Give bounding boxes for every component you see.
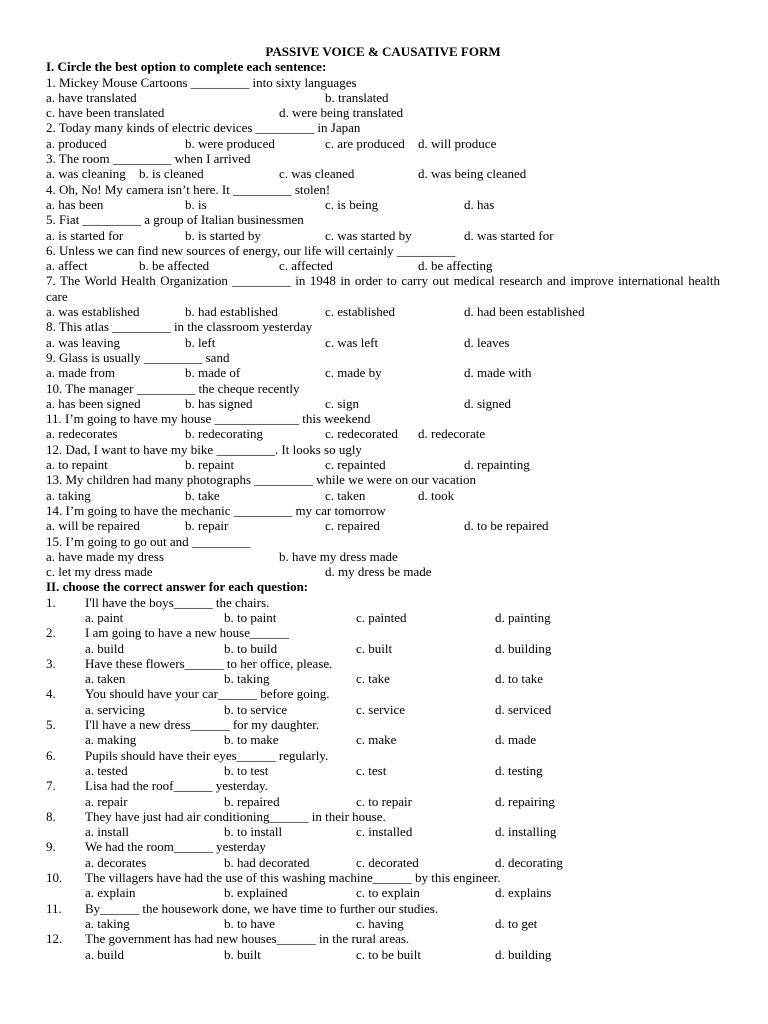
option[interactable]: a. is started for [46,227,124,243]
option[interactable]: a. repair [85,793,128,809]
question-stem: By______ the housework done, we have time to further our studies. [85,900,439,916]
question [46,839,720,854]
question [46,748,720,763]
option[interactable]: a. have made my dress [46,548,165,564]
option[interactable]: b. repair [185,518,229,534]
question-stem: 13. My children had many photographs _________ while we were on our vacation [46,472,476,488]
option[interactable]: b. to build [224,640,278,656]
option-row [46,916,720,931]
option[interactable]: d. painting [495,609,551,625]
question [46,809,720,824]
option[interactable]: c. is being [325,196,379,212]
question-stem: 8. This atlas _________ in the classroom yesterday [46,319,313,335]
option[interactable]: d. were being translated [279,105,404,121]
option-row [46,457,720,472]
option[interactable]: d. repairing [495,793,555,809]
option[interactable]: d. to be repaired [464,518,549,534]
question-stem: 14. I’m going to have the mechanic _________ my car tomorrow [46,502,386,518]
option[interactable]: c. taken [325,487,366,503]
option[interactable]: a. decorates [85,854,147,870]
question-stem: I'll have the boys______ the chairs. [85,594,270,610]
option[interactable]: a. build [85,946,124,962]
option[interactable]: c. built [356,640,393,656]
option[interactable]: c. having [356,915,404,931]
option[interactable]: a. explain [85,885,136,901]
option[interactable]: c. repainted [325,457,386,473]
option[interactable]: c. installed [356,824,413,840]
option[interactable]: c. have been translated [46,105,165,121]
option[interactable]: c. was cleaned [279,166,355,182]
option[interactable]: a. tested [85,762,128,778]
option[interactable]: d. explains [495,885,552,901]
option[interactable]: b. has signed [185,395,253,411]
option[interactable]: a. taken [85,671,126,687]
option[interactable]: b. translated [325,89,389,105]
option[interactable]: b. is [185,196,207,212]
question-stem: Have these flowers______ to her office, please. [85,655,333,671]
option-row [46,763,720,778]
option[interactable]: d. has [464,196,495,212]
option[interactable]: c. established [325,304,396,320]
option[interactable]: c. affected [279,258,333,274]
question-stem: 6. Unless we can find new sources of energy, our life will certainly _________ [46,242,456,258]
option[interactable]: d. building [495,946,552,962]
option[interactable]: d. signed [464,395,511,411]
question-stem: 1. Mickey Mouse Cartoons _________ into sixty languages [46,74,357,90]
option[interactable]: d. my dress be made [325,564,432,580]
option[interactable]: a. have translated [46,89,137,105]
option[interactable]: c. take [356,671,390,687]
question-number: 6. [46,747,56,763]
option[interactable]: c. to repair [356,793,412,809]
option[interactable]: a. to repaint [46,457,108,473]
option-row [46,426,720,441]
option[interactable]: c. make [356,732,397,748]
option[interactable]: c. repaired [325,518,380,534]
question-stem: They have just had air conditioning______ in their house. [85,808,386,824]
option-row [46,794,720,809]
option-row [46,258,720,273]
option-row [46,396,720,411]
question-number: 9. [46,839,56,855]
section-2-heading: II. choose the correct answer for each question: [46,579,309,595]
option[interactable]: b. is cleaned [139,166,204,182]
option[interactable]: b. to paint [224,609,277,625]
question-stem: 10. The manager _________ the cheque recently [46,380,300,396]
option-row [46,228,720,243]
option[interactable]: b. redecorating [185,426,263,442]
option[interactable]: a. was established [46,304,140,320]
option-row [46,197,720,212]
option[interactable]: d. serviced [495,701,552,717]
option[interactable]: b. repaint [185,457,235,473]
question [46,625,720,640]
option[interactable]: d. had been established [464,304,585,320]
question-number: 10. [46,870,63,886]
question-stem: I'll have a new dress______ for my daughter. [85,717,320,733]
option[interactable]: d. took [418,487,455,503]
option[interactable]: d. decorating [495,854,563,870]
option[interactable]: a. will be repaired [46,518,140,534]
question-number: 12. [46,931,63,947]
option[interactable]: c. let my dress made [46,564,153,580]
option-row [46,105,720,120]
page-title: PASSIVE VOICE & CAUSATIVE FORM [265,44,501,59]
option[interactable]: b. take [185,487,220,503]
option-row [46,488,720,503]
option[interactable]: d. building [495,640,552,656]
option[interactable]: c. decorated [356,854,419,870]
option[interactable]: b. taking [224,671,270,687]
option[interactable]: b. to make [224,732,279,748]
option[interactable]: a. taking [85,915,130,931]
option-row [46,855,720,870]
option[interactable]: b. had decorated [224,854,310,870]
option[interactable]: d. repainting [464,457,530,473]
option-row [46,610,720,625]
question [46,686,720,701]
question-stem: You should have your car______ before going. [85,686,330,702]
question-stem: 7. The World Health Organization _________ in 1948 in order to carry out medical research and improve international health care [46,273,720,304]
option[interactable]: a. servicing [85,701,145,717]
option[interactable]: a. has been [46,196,104,212]
question-number: 8. [46,808,56,824]
question-stem: Lisa had the roof______ yesterday. [85,778,268,794]
option[interactable]: c. to be built [356,946,421,962]
question [46,656,720,671]
option[interactable]: b. to install [224,824,283,840]
option[interactable]: a. making [85,732,137,748]
option[interactable]: c. service [356,701,406,717]
option[interactable]: a. was leaving [46,334,121,350]
question-number: 1. [46,594,56,610]
option[interactable]: b. to service [224,701,288,717]
option-row [46,136,720,151]
option[interactable]: d. testing [495,762,543,778]
option[interactable]: a. affect [46,258,88,274]
option[interactable]: d. was being cleaned [418,166,527,182]
option[interactable]: d. leaves [464,334,510,350]
option[interactable]: d. made [495,732,537,748]
option[interactable]: c. was left [325,334,379,350]
question-stem: I am going to have a new house______ [85,625,289,641]
option-row [46,564,720,579]
question-stem: 3. The room _________ when I arrived [46,151,251,167]
option[interactable]: b. built [224,946,261,962]
question-number: 3. [46,655,56,671]
question [46,595,720,610]
option-row [46,549,720,564]
option[interactable]: b. have my dress made [279,548,398,564]
option[interactable]: a. install [85,824,130,840]
option[interactable]: d. installing [495,824,557,840]
option[interactable]: c. painted [356,609,407,625]
option[interactable]: b. left [185,334,216,350]
question [46,778,720,793]
option-row [46,885,720,900]
section-1-heading: I. Circle the best option to complete each sentence: [46,59,327,75]
option[interactable]: a. produced [46,135,107,151]
option[interactable]: d. be affecting [418,258,493,274]
question-stem: We had the room______ yesterday [85,839,266,855]
option-row [46,702,720,717]
question-number: 4. [46,686,56,702]
question-number: 2. [46,625,56,641]
option[interactable]: b. repaired [224,793,280,809]
option[interactable]: d. was started for [464,227,554,243]
option-row [46,365,720,380]
option[interactable]: a. taking [46,487,91,503]
option[interactable]: a. has been signed [46,395,141,411]
option-row [46,90,720,105]
option-row [46,824,720,839]
option[interactable]: c. sign [325,395,359,411]
option[interactable]: b. is started by [185,227,261,243]
option[interactable]: b. be affected [139,258,210,274]
option-row [46,335,720,350]
option[interactable]: b. were produced [185,135,275,151]
option[interactable]: b. had established [185,304,278,320]
question-stem: 9. Glass is usually _________ sand [46,349,230,365]
question [46,931,720,946]
question [46,717,720,732]
option-row [46,518,720,533]
option[interactable]: c. to explain [356,885,420,901]
option[interactable]: a. build [85,640,124,656]
option[interactable]: a. redecorates [46,426,118,442]
question-stem: 11. I’m going to have my house _____________ this weekend [46,411,371,427]
question [46,901,720,916]
option[interactable]: d. to get [495,915,538,931]
question-stem: 4. Oh, No! My camera isn’t here. It _________ stolen! [46,181,331,197]
option[interactable]: c. test [356,762,387,778]
option[interactable]: c. redecorated [325,426,398,442]
option[interactable]: a. was cleaning [46,166,126,182]
option-row [46,304,720,319]
option[interactable]: a. paint [85,609,124,625]
question-stem: The government has had new houses______ in the rural areas. [85,931,410,947]
option[interactable]: d. will produce [418,135,497,151]
question-number: 5. [46,717,56,733]
option[interactable]: b. explained [224,885,288,901]
option[interactable]: b. to test [224,762,269,778]
option[interactable]: b. made of [185,365,241,381]
question-stem: 2. Today many kinds of electric devices _________ in Japan [46,120,361,136]
option-row [46,671,720,686]
option[interactable]: c. made by [325,365,382,381]
question-stem: 12. Dad, I want to have my bike _________. It looks so ugly [46,441,362,457]
worksheet-page [46,44,720,962]
option[interactable]: c. was started by [325,227,412,243]
option[interactable]: d. redecorate [418,426,486,442]
option[interactable]: d. to take [495,671,544,687]
option-row [46,166,720,181]
question-stem: 15. I’m going to go out and _________ [46,533,251,549]
question-stem: The villagers have had the use of this washing machine______ by this engineer. [85,870,501,886]
option[interactable]: a. made from [46,365,115,381]
option[interactable]: b. to have [224,915,275,931]
question-number: 7. [46,778,56,794]
option-row [46,641,720,656]
option[interactable]: c. are produced [325,135,405,151]
question-number: 11. [46,900,62,916]
option-row [46,732,720,747]
option-row [46,947,720,962]
question-stem: 5. Fiat _________ a group of Italian businessmen [46,212,304,228]
option[interactable]: d. made with [464,365,532,381]
question-stem: Pupils should have their eyes______ regularly. [85,747,329,763]
question [46,870,720,885]
